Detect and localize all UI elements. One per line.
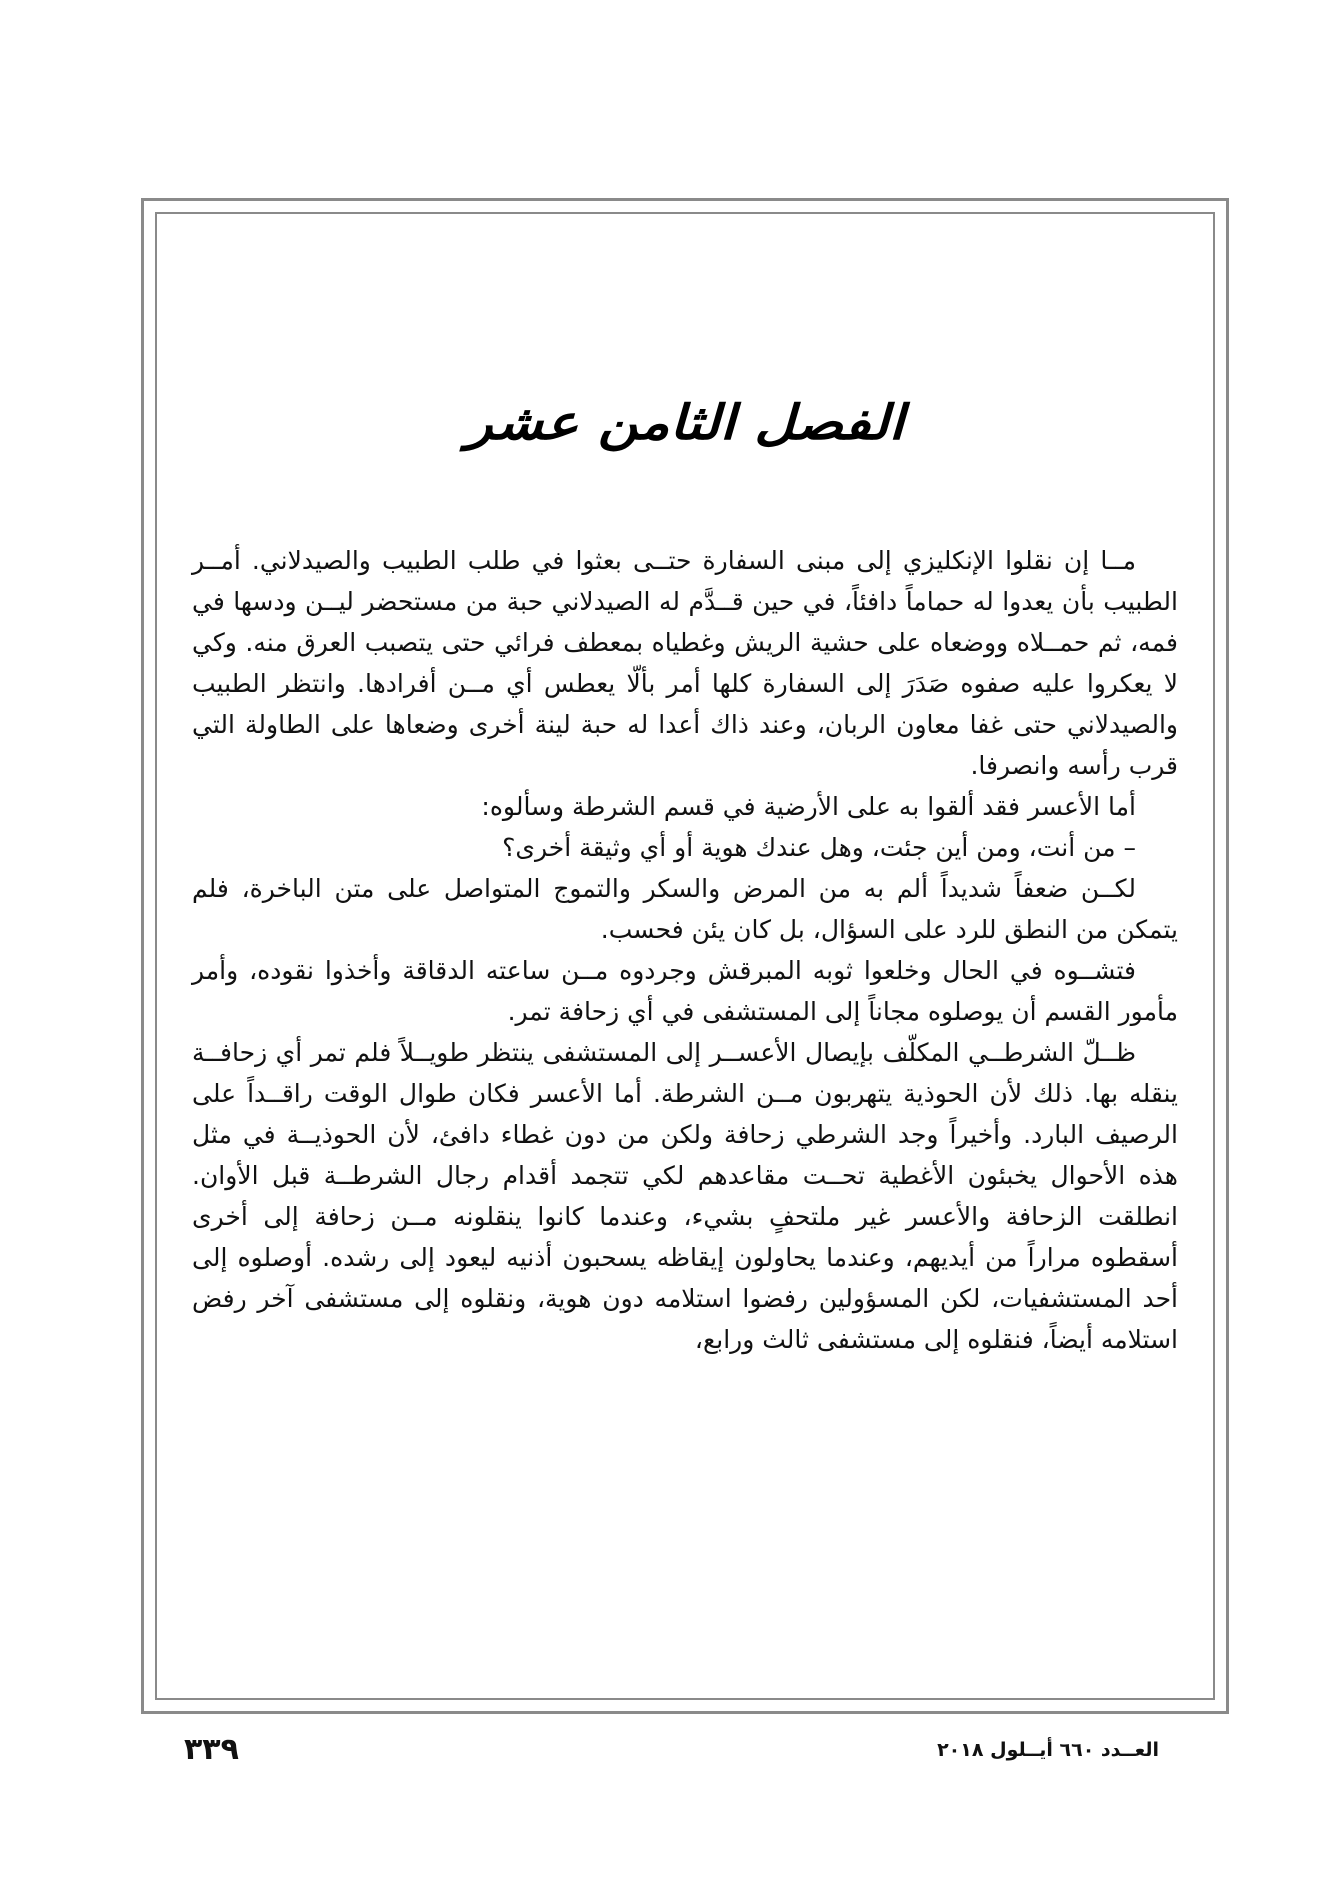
paragraph: لكــن ضعفاً شديداً ألم به من المرض والسكر والتموج المتواصل على متن الباخرة، فلم يتمكن من النطق للرد على السؤال، بل كان يئن فحسب. [192, 874, 1178, 944]
issue-info: العــدد ٦٦٠ أيــلول ٢٠١٨ [937, 1739, 1159, 1761]
dialogue-line: – من أنت، ومن أين جئت، وهل عندك هوية أو أي وثيقة أخرى؟ [502, 833, 1136, 862]
paragraph: ظــلّ الشرطــي المكلّف بإيصال الأعســر إلى المستشفى ينتظر طويــلاً فلم تمر أي زحافــة ينقله بها. ذلك لأن الحوذية يتهربون مــن الشرطة. أما الأعسر فكان طوال الوقت راقــداً على الرصيف البارد. وأخيراً وجد الشرطي زحافة ولكن من دون غطاء دافئ، لأن الحوذيــة في مثل هذه الأحوال يخبئون الأغطية تحــت مقاعدهم لكي تتجمد أقدام رجال الشرطــة قبل الأوان. انطلقت الزحافة والأعسر غير ملتحفٍ بشيء، وعندما كانوا ينقلونه مــن زحافة إلى أخرى أسقطوه مراراً من أيديهم، وعندما يحاولون إيقاظه يسحبون أذنيه ليعود إلى رشده. أوصلوه إلى أحد المستشفيات، لكن المسؤولين رفضوا استلامه دون هوية، ونقلوه إلى مستشفى آخر رفض استلامه أيضاً، فنقلوه إلى مستشفى ثالث ورابع، [192, 1038, 1178, 1354]
page-footer [0, 1730, 1339, 1770]
chapter-title: الفصل الثامن عشر [465, 395, 905, 451]
chapter-body [192, 540, 1178, 1360]
paragraph: أما الأعسر فقد ألقوا به على الأرضية في قسم الشرطة وسألوه: [481, 792, 1136, 821]
paragraph: فتشــوه في الحال وخلعوا ثوبه المبرقش وجردوه مــن ساعته الدقاقة وأخذوا نقوده، وأمر مأمور القسم أن يوصلوه مجاناً إلى المستشفى في أي زحافة تمر. [192, 956, 1178, 1026]
paragraph: مــا إن نقلوا الإنكليزي إلى مبنى السفارة حتــى بعثوا في طلب الطبيب والصيدلاني. أمــر الطبيب بأن يعدوا له حماماً دافئاً، في حين قــدَّم له الصيدلاني حبة من مستحضر ليــن ودسها في فمه، ثم حمــلاه ووضعاه على حشية الريش وغطياه بمعطف فرائي حتى يتصبب العرق منه. وكي لا يعكروا عليه صفوه صَدَرَ إلى السفارة كلها أمر بألّا يعطس أي مــن أفرادها. وانتظر الطبيب والصيدلاني حتى غفا معاون الربان، وعند ذاك أعدا له حبة لينة أخرى وضعاها على الطاولة التي قرب رأسه وانصرفا. [192, 546, 1178, 780]
page-number: ٣٣٩ [184, 1732, 239, 1767]
